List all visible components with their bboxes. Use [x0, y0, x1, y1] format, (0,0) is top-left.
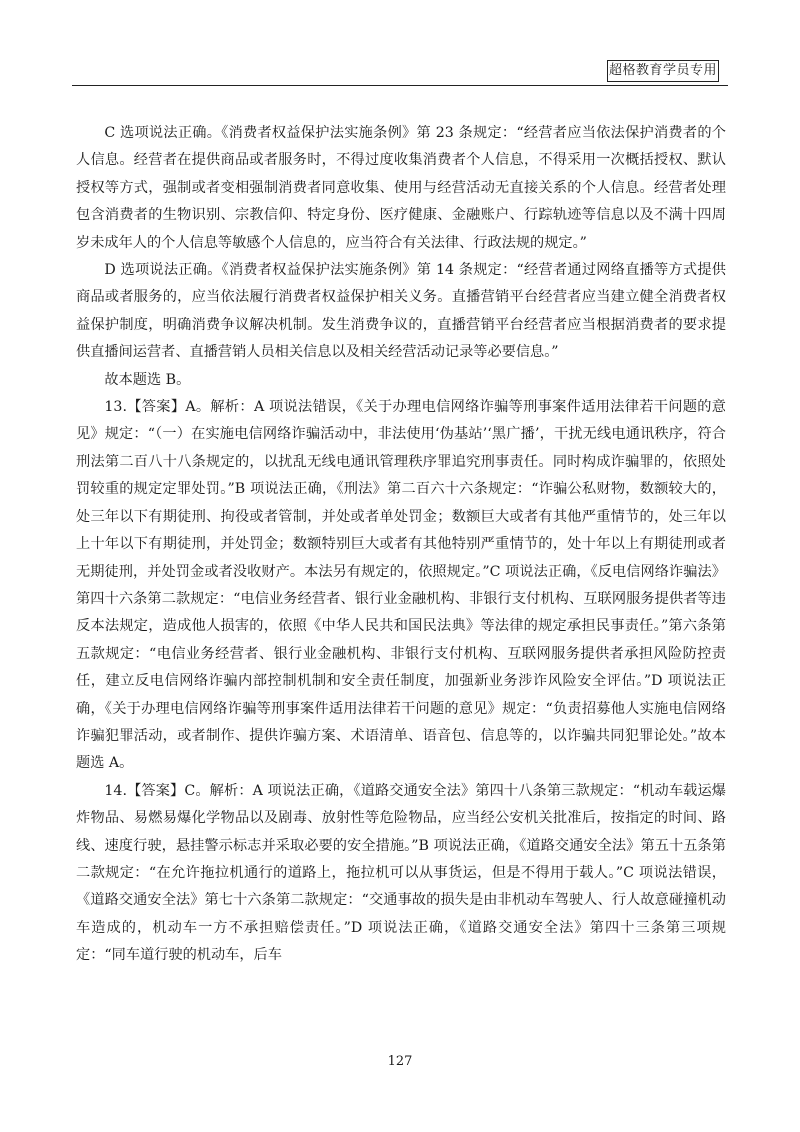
paragraph-question-13: 13.【答案】A。解析：A 项说法错误，《关于办理电信网络诈骗等刑事案件适用法律若干问题的意见》规定：“（一）在实施电信网络诈骗活动中，非法使用‘伪基站’‘黑广播’，干扰无线电通讯秩序，符合刑法第二百八十八条规定的，以扰乱无线电通讯管理秩序罪追究刑事责任。同时构成诈骗罪的，依照处罚较重的规定定罪处罚。”B 项说法正确，《刑法》第二百六十六条规定：“诈骗公私财物，数额较大的，处三年以下有期徒刑、拘役或者管制，并处或者单处罚金；数额巨大或者有其他严重情节的，处三年以上十年以下有期徒刑，并处罚金；数额特别巨大或者有其他特别严重情节的，处十年以上有期徒刑或者无期徒刑，并处罚金或者没收财产。本法另有规定的，依照规定。”C 项说法正确，《反电信网络诈骗法》第四十六条第二款规定：“电信业务经营者、银行业金融机构、非银行支付机构、互联网服务提供者等违反本法规定，造成他人损害的，依照《中华人民共和国民法典》等法律的规定承担民事责任。”第六条第五款规定：“电信业务经营者、银行业金融机构、非银行支付机构、互联网服务提供者承担风险防控责任，建立反电信网络诈骗内部控制机制和安全责任制度，加强新业务涉诈风险安全评估。”D 项说法正确，《关于办理电信网络诈骗等刑事案件适用法律若干问题的意见》规定：“负责招募他人实施电信网络诈骗犯罪活动，或者制作、提供诈骗方案、术语清单、语音包、信息等的，以诈骗共同犯罪论处。”故本题选 A。: [76, 399, 726, 772]
header-rule: [72, 85, 728, 86]
paragraph-conclusion: 故本题选 B。: [104, 371, 191, 388]
document-body: [76, 120, 726, 970]
paragraph-question-14: 14.【答案】C。解析：A 项说法正确，《道路交通安全法》第四十八条第三款规定：“机动车载运爆炸物品、易燃易爆化学物品以及剧毒、放射性等危险物品，应当经公安机关批准后，按指定的时间、路线、速度行驶，悬挂警示标志并采取必要的安全措施。”B 项说法正确，《道路交通安全法》第五十五条第二款规定：“在允许拖拉机通行的道路上，拖拉机可以从事货运，但是不得用于载人。”C 项说法错误，《道路交通安全法》第七十六条第二款规定：“交通事故的损失是由非机动车驾驶人、行人故意碰撞机动车造成的，机动车一方不承担赔偿责任。”D 项说法正确，《道路交通安全法》第四十三条第三项规定：“同车道行驶的机动车，后车: [76, 782, 726, 964]
paragraph-option-d: D 选项说法正确。《消费者权益保护法实施条例》第 14 条规定：“经营者通过网络直播等方式提供商品或者服务的，应当依法履行消费者权益保护相关义务。直播营销平台经营者应当建立健全消费者权益保护制度，明确消费争议解决机制。发生消费争议的，直播营销平台经营者应当根据消费者的要求提供直播间运营者、直播营销人员相关信息以及相关经营活动记录等必要信息。”: [76, 262, 726, 361]
watermark-stamp: 超格教育学员专用: [607, 60, 719, 82]
paragraph-option-c: C 选项说法正确。《消费者权益保护法实施条例》第 23 条规定：“经营者应当依法保护消费者的个人信息。经营者在提供商品或者服务时，不得过度收集消费者个人信息，不得采用一次概括授权、默认授权等方式，强制或者变相强制消费者同意收集、使用与经营活动无直接关系的个人信息。经营者处理包含消费者的生物识别、宗教信仰、特定身份、医疗健康、金融账户、行踪轨迹等信息以及不满十四周岁未成年人的个人信息等敏感个人信息的，应当符合有关法律、行政法规的规定。”: [76, 125, 726, 251]
page-number: 127: [387, 1054, 413, 1069]
